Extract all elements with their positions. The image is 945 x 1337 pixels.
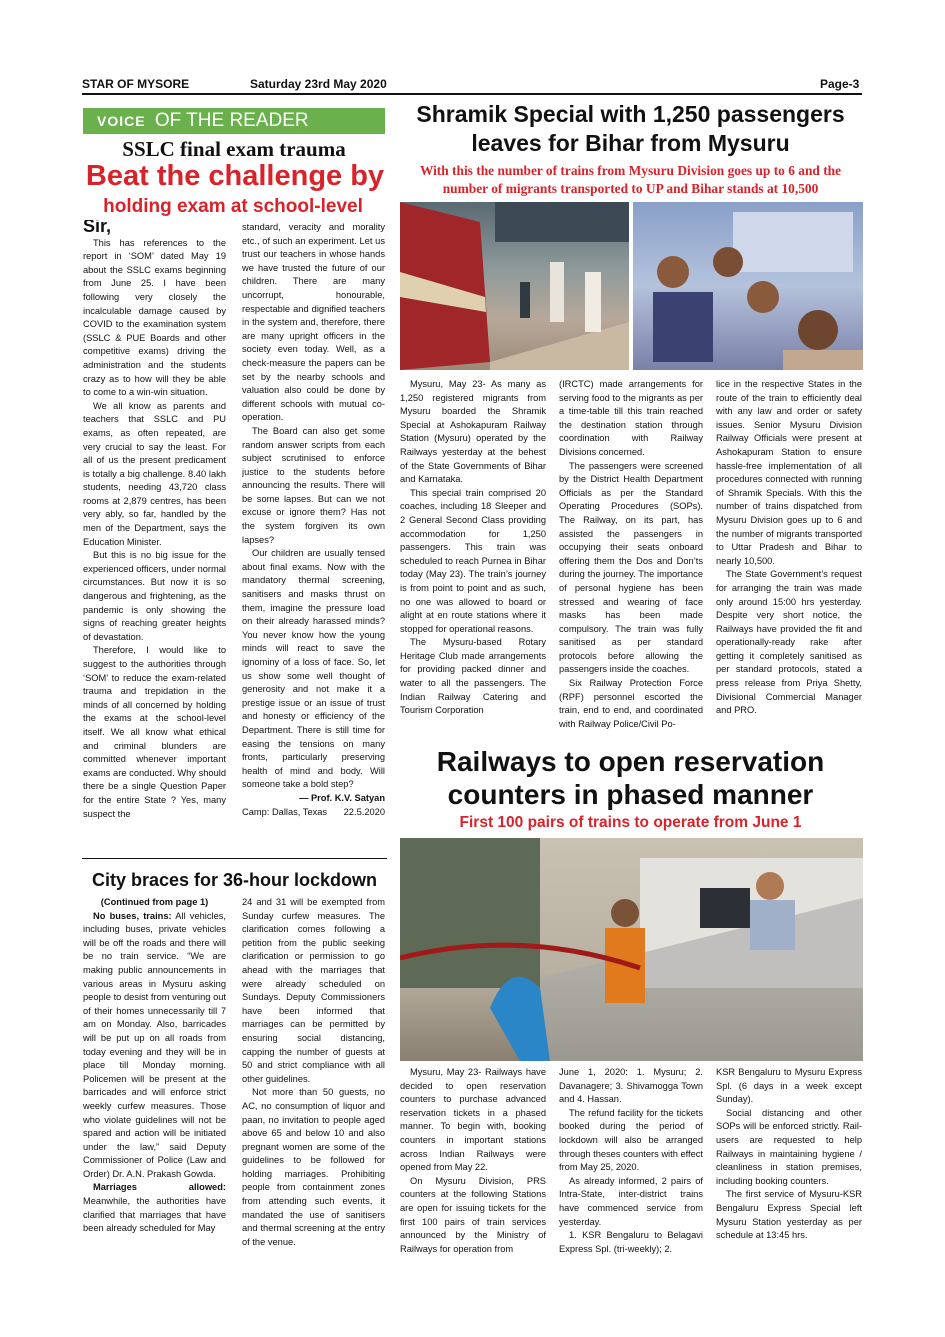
paragraph: Mysuru, May 23- Railways have decided to open reservation counters to purchase advanced reservation tickets in a phased manner. To begin with, booking counters in important stations across Indian Railways were opened from May 22. bbox=[400, 1067, 546, 1173]
page-number: Page-3 bbox=[820, 77, 860, 91]
shramik-column-1 bbox=[400, 378, 546, 743]
paragraph: 24 and 31 will be exempted from Sunday curfew measures. The clarification comes following a petition from the public seeking clarification or permission to go ahead with the marriages that were already scheduled on Sundays. Deputy Commissioners have been informed that marriages can be permitted by ensuring social distancing, capping the number of guests at 50 and strict compliance with all other guidelines. bbox=[242, 897, 385, 1084]
paragraph: On Mysuru Division, PRS counters at the following Stations are open for issuing tickets for the first 100 pairs of train services announced by the Ministry of Railways for operation from bbox=[400, 1175, 546, 1254]
computer-monitor bbox=[700, 888, 750, 928]
paragraph: Meanwhile, the authorities have clarified that marriages that have been already scheduled for May bbox=[83, 1196, 226, 1234]
paragraph: Social distancing and other SOPs will be enforced strictly. Rail-users are requested to help Railways in maintaining hygiene / cleanliness in station premises, including booking counters. bbox=[716, 1107, 862, 1186]
passenger-face bbox=[657, 256, 689, 288]
counter-illustration bbox=[400, 838, 863, 1061]
letter-camp: Camp: Dallas, Texas bbox=[242, 806, 328, 817]
passenger-face bbox=[798, 310, 838, 350]
coach-window bbox=[733, 212, 853, 272]
paragraph: June 1, 2020: 1. Mysuru; 2. Davanagere; 3. Shivamogga Town and 4. Hassan. bbox=[559, 1067, 703, 1105]
customer-head bbox=[611, 899, 639, 927]
platform-illustration bbox=[400, 202, 629, 370]
voice-banner-b: OF THE READER bbox=[154, 110, 309, 131]
station-wall bbox=[400, 838, 540, 988]
continued-note: (Continued from page 1) bbox=[100, 897, 209, 907]
platform-roof bbox=[495, 202, 629, 242]
lockdown-headline: City braces for 36-hour lockdown bbox=[91, 870, 378, 890]
paragraph: The State Government’s request for arranging the train was made only around 15:00 hrs yesterday. Despite very short notice, the Railways have provided the fit and operationally-ready rake after getting it completely sanitised as per standard protocols, stated a press release from Priya Shetty, Divisional Commercial Manager and PRO. bbox=[716, 569, 862, 716]
paper-name: STAR OF MYSORE bbox=[82, 77, 190, 91]
person-3 bbox=[520, 282, 530, 318]
lockdown-rule bbox=[82, 858, 387, 859]
paragraph: Not more than 50 guests, no AC, no consumption of liquor and paan, no invitation to people aged above 65 and below 10 and also pregnant women are some of the guidelines to be followed for holding marriages. Prohibiting people from containment zones from attending such events, it mandated the use of sanitisers and thermal screening at the entry of the venue. bbox=[242, 1087, 385, 1247]
paragraph: This has references to the report in ‘SOM’ dated May 19 about the SSLC exams beginning from June 25. I have been following very closely the incalculable damage caused by COVID to the examination system (SSLC & PUE Boards and other competitive exams) driving the administration and the students crazy as to how will they be able to come to a win-win situation. bbox=[83, 237, 226, 398]
paragraph: Therefore, I would like to suggest to the authorities through ‘SOM’ to reduce the exam-related trauma and trepidation in the minds of all concerned by holding the exams at the school-level itself. We all know what ethical and criminal blunders are committed whenever important exams are conducted. Why should there be a single Question Paper for the entire State ? Yes, many suspect the bbox=[83, 645, 226, 819]
paragraph: The first service of Mysuru-KSR Bengaluru Express Special left Mysuru Station yesterday as per schedule at 13:45 hrs. bbox=[716, 1189, 862, 1241]
lead-label: Marriages allowed: bbox=[93, 1182, 226, 1193]
shramik-column-3 bbox=[716, 378, 862, 743]
paragraph: standard, veracity and morality etc., of such an experiment. Let us trust our teachers in whose hands we have trusted the future of our children. There are many uncorrupt, honourable, respectable and dignified teachers in the system and, therefore, there are many upright officers in the society even today. Well, as a check-measure the papers can be set by the nearby schools and valuation also could be done by different schools with mutual co-operation. bbox=[242, 222, 385, 423]
paragraph: Our children are usually tensed about final exams. Now with the mandatory thermal screening, sanitisers and masks thrust on them, imagine the pressure load on their already harassed minds? You never know how the young minds will react to save the ignominy of a loss of face. So, let us show some well thought of generosity and not make it a prestige issue or an issue of trust and honesty or efficiency of the Department. There is still time for easing the tensions on many fronts, particularly preserving health of mind and body. Will someone take a bold step? bbox=[242, 548, 385, 790]
platform-photo bbox=[400, 202, 629, 370]
passenger-body bbox=[653, 292, 713, 362]
shramik-headline-line1: Shramik Special with 1,250 passengers bbox=[416, 101, 845, 127]
shramik-headline-line2: leaves for Bihar from Mysuru bbox=[471, 130, 790, 156]
voice-column-2 bbox=[242, 221, 385, 857]
railways-headline bbox=[398, 745, 863, 811]
passengers-illustration bbox=[633, 202, 863, 370]
voice-subhead: holding exam at school-level bbox=[103, 196, 363, 217]
shramik-headline bbox=[398, 100, 863, 158]
passenger-face bbox=[713, 247, 743, 277]
paragraph: KSR Bengaluru to Mysuru Express Spl. (6 days in a week except Sunday). bbox=[716, 1067, 862, 1105]
voice-kicker: SSLC final exam trauma bbox=[122, 137, 346, 161]
header-rule bbox=[82, 93, 862, 95]
passenger-face bbox=[747, 281, 779, 313]
railways-column-1 bbox=[400, 1066, 546, 1266]
shramik-deck: With this the number of trains from Mysuru Division goes up to 6 and the number of migrants transported to UP and Bihar stands at 10,500 bbox=[419, 163, 842, 196]
lead-label: No buses, trains: bbox=[93, 910, 172, 921]
coach-passengers-photo bbox=[633, 202, 863, 370]
person-1 bbox=[550, 262, 564, 322]
railways-headline-line2: counters in phased manner bbox=[447, 779, 814, 810]
lockdown-column-2 bbox=[242, 896, 385, 1261]
voice-column-1 bbox=[83, 220, 226, 856]
lockdown-column-1 bbox=[83, 896, 226, 1261]
paragraph: We all know as parents and teachers that SSLC and PU exams, as often repeated, are very crucial to say the least. For all of us the present predicament is totally a big challenge. 8.40 lakh students, needing 43,720 class rooms at 2,879 centres, has been very ably, so far, handled by the men of the Department, says the Education Minister. bbox=[83, 400, 226, 547]
clerk-shirt bbox=[750, 900, 795, 950]
letter-dateline bbox=[242, 806, 385, 820]
clerk-head bbox=[756, 872, 784, 900]
railways-column-2 bbox=[559, 1066, 703, 1266]
paragraph: Mysuru, May 23- As many as 1,250 registered migrants from Mysuru boarded the Shramik Special at Ashokapuram Railway Station (Mysuru) operated by the Railways yesterday at the behest of the State Governments of Bihar and Karnataka. bbox=[400, 379, 546, 485]
voice-banner bbox=[83, 108, 385, 134]
paragraph: lice in the respective States in the route of the train to efficiently deal with any law and order or safety issues. Senior Mysuru Division Railway Officials were present at Ashokapuram Station to ensure hassle-free implementation of all procedures connected with running of Shramik Specials. With this the number of trains dispatched from Mysuru Division goes up to 6 and the number of migrants transported to Uttar Pradesh and Bihar to nearly 10,500. bbox=[716, 379, 862, 566]
paragraph: The Board can also get some random answer scripts from each subject scrutinised to enforce justice to the students before announcing the results. There will be some lapses. But can we not excuse or ignore them? Has not the system forgiven its own lapses? bbox=[242, 425, 385, 545]
paragraph: This special train comprised 20 coaches, including 18 Sleeper and 2 General Second Class providing accommodation for 1,250 passengers. This train was scheduled to reach Purnea in Bihar today (May 23). The train’s journey is from point to point and as such, no one was allowed to board or alight at en route stations where it stopped for operational reasons. bbox=[400, 487, 546, 634]
voice-banner-a: VOICE bbox=[97, 113, 146, 129]
paragraph: The passengers were screened by the District Health Department Officials as per the Standard Operating Procedures (SOPs). The Railway, on its part, has assisted the passengers in occupying their seats onboard offering them the Dos and Don’ts during the journey. The importance of personal hygiene has been stressed and wearing of face masks has been made compulsory. The train was fully sanitised as per standard protocols before allowing the passengers inside the coaches. bbox=[559, 460, 703, 675]
letter-signature: — Prof. K.V. Satyan bbox=[299, 792, 385, 803]
paragraph: (IRCTC) made arrangements for serving food to the migrants as per a time-table till this train reached the destination station through coordination with Railway Divisions concerned. bbox=[559, 379, 703, 457]
voice-headline: Beat the challenge by bbox=[85, 160, 385, 192]
paragraph: The Mysuru-based Rotary Heritage Club made arrangements for providing packed dinner and water to all the passengers. The Indian Railway Catering and Tourism Corporation bbox=[400, 637, 546, 716]
paragraph: But this is no big issue for the experienced officers, under normal circumstances. But now it is so dangerous and frightening, as the pandemic is only showing the signs of reaching greater heights of devastation. bbox=[83, 550, 226, 642]
salutation: Sir, bbox=[83, 220, 112, 236]
letter-date: 22.5.2020 bbox=[343, 806, 385, 817]
issue-date: Saturday 23rd May 2020 bbox=[250, 77, 387, 91]
passenger-body bbox=[783, 350, 863, 370]
reservation-counter-photo bbox=[400, 838, 863, 1061]
shramik-column-2 bbox=[559, 378, 703, 743]
railways-headline-line1: Railways to open reservation bbox=[436, 746, 825, 777]
paragraph: Six Railway Protection Force (RPF) personnel escorted the train, end to end, and coordinated with Railway Police/Civil Po- bbox=[559, 678, 703, 729]
railways-column-3 bbox=[716, 1066, 862, 1266]
platform-floor bbox=[490, 322, 629, 370]
paragraph: As already informed, 2 pairs of Intra-State, inter-district trains have commenced service from yesterday. bbox=[559, 1175, 703, 1227]
person-2 bbox=[585, 272, 601, 332]
paragraph: The refund facility for the tickets booked during the period of lockdown will also be arranged through theses counters with effect from May 25, 2020. bbox=[559, 1107, 703, 1173]
paragraph: 1. KSR Bengaluru to Belagavi Express Spl. (tri-weekly); 2. bbox=[559, 1230, 703, 1254]
railways-deck: First 100 pairs of trains to operate from June 1 bbox=[459, 814, 802, 831]
paragraph: All vehicles, including buses, private vehicles will be off the roads and there will be no train service. “We are making public announcements in various areas in Mysuru asking people to desist from venturing out of their homes unnecessarily till 7 am on Monday. Also, barricades will be put up on all roads from today evening and they will be in place till Monday morning. Policemen will be present at the barricades and will enforce strict weekly curfew measures. Those who violate guidelines will not be spared and action will be initiated under the law,” said Deputy Commissioner of Police (Law and Order) Dr. A.N. Prakash Gowda. bbox=[83, 910, 226, 1179]
